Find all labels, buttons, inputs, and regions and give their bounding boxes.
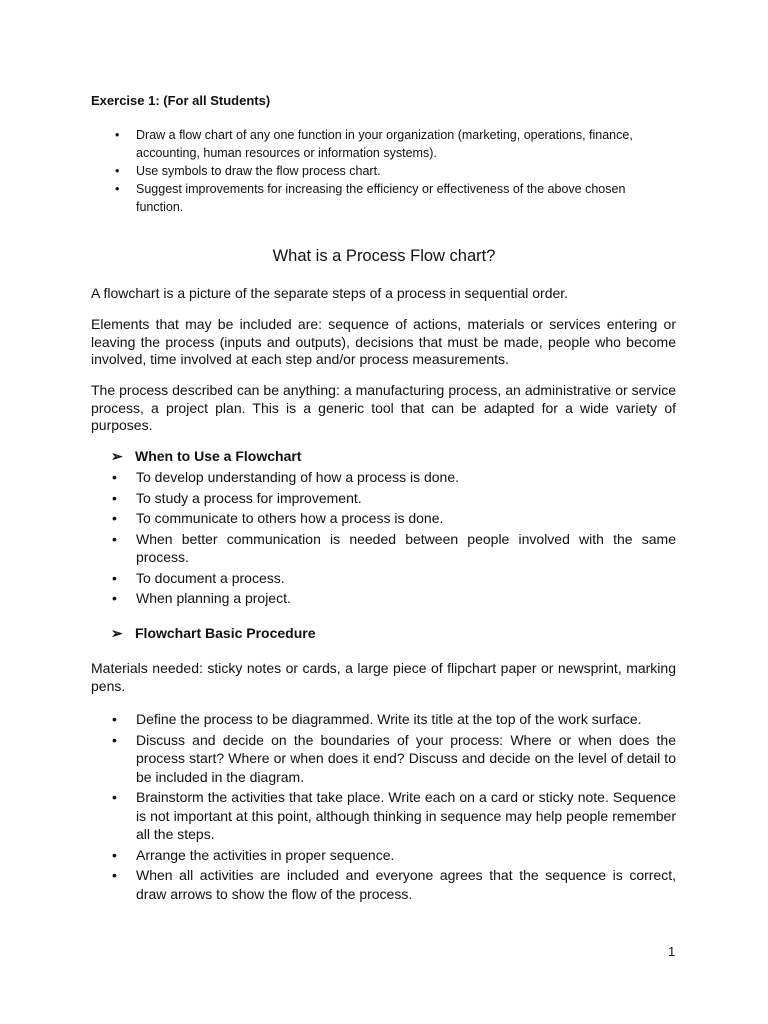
page-number: 1 xyxy=(668,944,676,959)
when-to-use-list xyxy=(91,468,676,608)
bullet-icon: • xyxy=(115,164,120,178)
arrow-bullet-icon: ➢ xyxy=(111,448,123,464)
page-heading: What is a Process Flow chart? xyxy=(272,247,496,265)
arrow-bullet-icon: ➢ xyxy=(111,625,123,641)
bullet-icon: • xyxy=(112,846,117,863)
list-item: • Discuss and decide on the boundaries of your process: Where or when does the process start? Where or when does it end? Discuss and decide on the level of detail to be included in the diagram. xyxy=(112,731,676,785)
list-item: • To communicate to others how a process is done. xyxy=(112,510,444,526)
paragraph-elements: Elements that may be included are: sequence of actions, materials or services entering or leaving the process (inputs and outputs), decisions that must be made, people who become involved, time involved at each step and/or process measurements. xyxy=(91,316,676,367)
section-title-basic-procedure: ➢ Flowchart Basic Procedure xyxy=(111,625,316,641)
bullet-icon: • xyxy=(112,469,117,485)
list-item: • To study a process for improvement. xyxy=(112,489,362,506)
bullet-icon: • xyxy=(112,510,117,526)
paragraph-process: The process described can be anything: a manufacturing process, an administrative or service process, a project plan. This is a generic tool that can be adapted for a wide variety of purposes. xyxy=(91,382,676,433)
list-item: • To document a process. xyxy=(112,569,285,586)
bullet-icon: • xyxy=(112,489,117,506)
exercise-list xyxy=(91,126,651,216)
list-item: • Use symbols to draw the flow process chart. xyxy=(115,164,381,178)
list-item: • Suggest improvements for increasing the efficiency or effectiveness of the above chosen function. xyxy=(115,182,626,214)
list-item: • Arrange the activities in proper sequence. xyxy=(112,846,395,863)
bullet-icon: • xyxy=(112,731,117,748)
bullet-icon: • xyxy=(112,530,117,547)
list-item: • Define the process to be diagrammed. Write its title at the top of the work surface. xyxy=(112,711,642,727)
exercise-title: Exercise 1: (For all Students) xyxy=(91,93,271,108)
bullet-icon: • xyxy=(115,128,120,142)
list-item: • Brainstorm the activities that take place. Write each on a card or sticky note. Sequence is not important at this point, although thinking in sequence may help people remember all the steps. xyxy=(112,789,676,842)
list-item: • When all activities are included and everyone agrees that the sequence is correct, draw arrows to show the flow of the process. xyxy=(112,867,676,902)
basic-procedure-list xyxy=(91,710,676,903)
bullet-icon: • xyxy=(112,590,117,606)
paragraph-intro: A flowchart is a picture of the separate steps of a process in sequential order. xyxy=(91,285,569,301)
bullet-icon: • xyxy=(112,711,117,727)
list-item: • To develop understanding of how a process is done. xyxy=(112,469,459,485)
bullet-icon: • xyxy=(115,182,120,196)
bullet-icon: • xyxy=(112,789,117,805)
bullet-icon: • xyxy=(112,569,117,586)
list-item: • Draw a flow chart of any one function in your organization (marketing, operations, finance, accounting, human resources or information systems). xyxy=(115,128,633,160)
bullet-icon: • xyxy=(112,867,117,883)
list-item: • When planning a project. xyxy=(112,590,291,606)
paragraph-materials: Materials needed: sticky notes or cards, a large piece of flipchart paper or newsprint, marking pens. xyxy=(91,660,676,694)
list-item: • When better communication is needed between people involved with the same process. xyxy=(112,530,676,565)
section-title-when-to-use: ➢ When to Use a Flowchart xyxy=(111,448,302,464)
